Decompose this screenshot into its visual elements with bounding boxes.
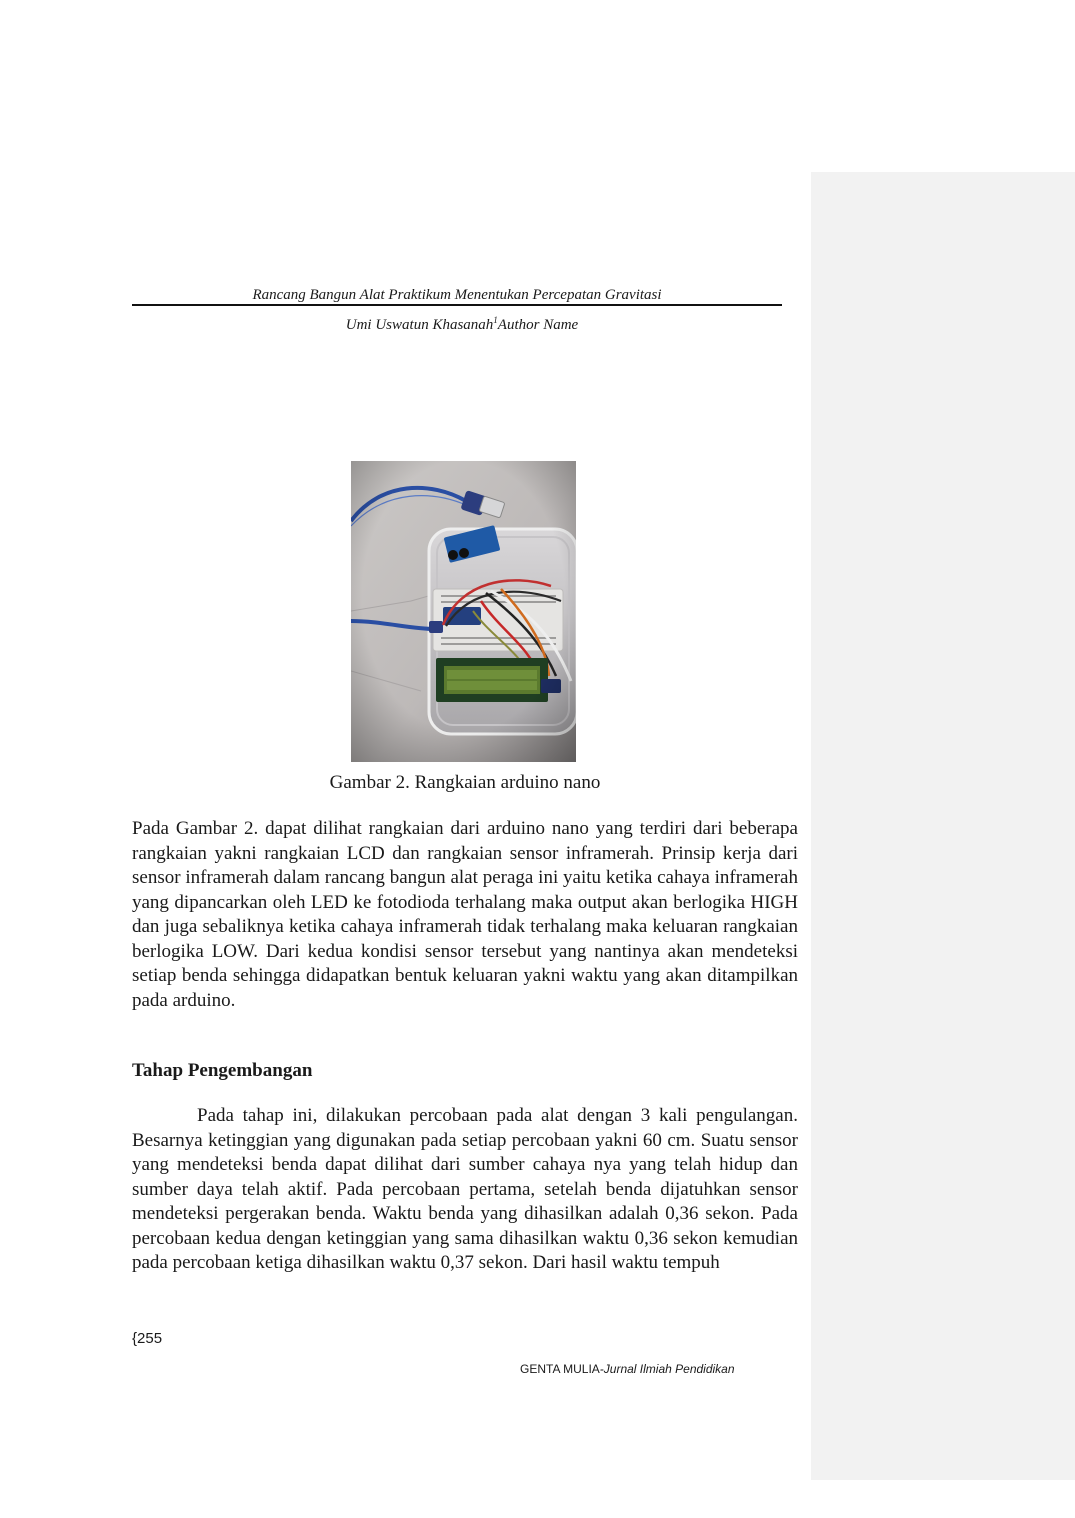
footer-journal-name [520, 1362, 735, 1377]
arduino-circuit-photo [351, 461, 576, 762]
running-header-author [132, 311, 792, 334]
running-header-title: Rancang Bangun Alat Praktikum Menentukan Percepatan Gravitasi [252, 287, 662, 303]
header-divider [132, 304, 782, 306]
author-suffix: Author Name [497, 317, 579, 333]
journal-subtitle: -Jurnal Ilmiah Pendidikan [599, 1362, 735, 1376]
page-number: {255 [132, 1330, 163, 1347]
journal-name: GENTA MULIA [520, 1362, 600, 1376]
section-heading: Tahap Pengembangan [132, 1060, 313, 1081]
body-paragraph-2: Pada tahap ini, dilakukan percobaan pada alat dengan 3 kali pengulangan. Besarnya ketinggian yang digunakan pada setiap percobaan yakni 60 cm. Suatu sensor yang mendeteksi benda dapat dilihat dari sumber cahaya nya yang telah hidup dan sumber daya telah aktif. Pada percobaan pertama, setelah benda dijatuhkan sensor mendeteksi pergerakan benda. Waktu benda yang dihasilkan adalah 0,36 sekon. Pada percobaan kedua dengan ketinggian yang sama dihasilkan waktu 0,36 sekon kemudian pada percobaan ketiga dihasilkan waktu 0,37 sekon. Dari hasil waktu tempuh [132, 1105, 798, 1273]
author-superscript: 1 [493, 315, 498, 325]
body-paragraph-1: Pada Gambar 2. dapat dilihat rangkaian dari arduino nano yang terdiri dari beberapa rangkaian yakni rangkaian LCD dan rangkaian sensor inframerah. Prinsip kerja dari sensor inframerah dalam rancang bangun alat peraga ini yaitu ketika cahaya inframerah yang dipancarkan oleh LED ke fotodioda terhalang maka output akan berlogika HIGH dan juga sebaliknya ketika cahaya inframerah tidak terhalang maka keluaran rangkaian berlogika LOW. Dari kedua kondisi sensor tersebut yang nantinya akan mendeteksi setiap benda sehingga didapatkan bentuk keluaran yakni waktu yang akan ditampilkan pada arduino. [132, 818, 798, 1011]
author-name: Umi Uswatun Khasanah [345, 317, 494, 333]
comment-margin-pane [811, 172, 1075, 1480]
figure-caption: Gambar 2. Rangkaian arduino nano [329, 772, 601, 793]
